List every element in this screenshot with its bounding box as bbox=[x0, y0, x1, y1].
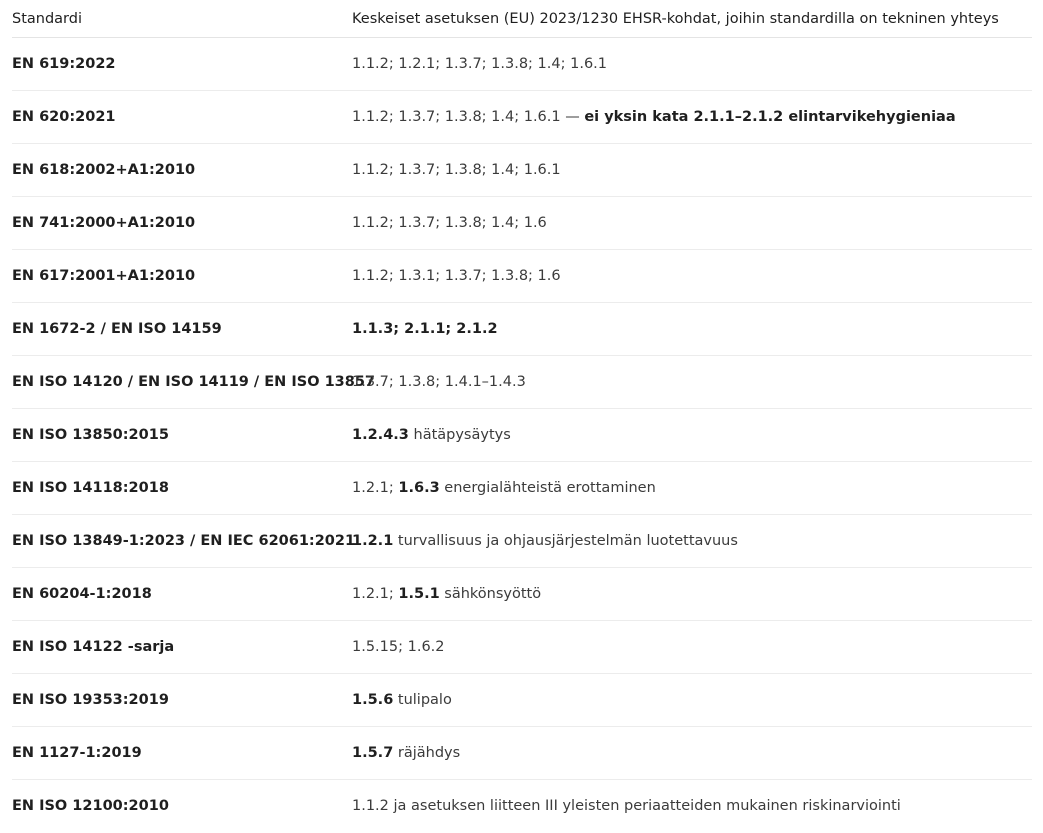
requirement-text-emphasis: 1.5.1 bbox=[398, 586, 440, 602]
requirement-text: 1.1.2; 1.3.7; 1.3.8; 1.4; 1.6.1 bbox=[352, 162, 561, 178]
requirements-cell bbox=[352, 568, 1032, 621]
table-row bbox=[12, 462, 1032, 515]
standard-cell: EN 619:2022 bbox=[12, 38, 352, 91]
requirements-cell bbox=[352, 462, 1032, 515]
table-row bbox=[12, 780, 1032, 833]
table-row bbox=[12, 91, 1032, 144]
table-row bbox=[12, 197, 1032, 250]
requirements-cell bbox=[352, 356, 1032, 409]
requirements-cell bbox=[352, 144, 1032, 197]
table-row bbox=[12, 250, 1032, 303]
table-row bbox=[12, 409, 1032, 462]
requirement-text-emphasis: ei yksin kata 2.1.1–2.1.2 elintarvikehygieniaa bbox=[584, 109, 956, 125]
requirements-cell bbox=[352, 409, 1032, 462]
requirement-text-emphasis: 1.1.3; 2.1.1; 2.1.2 bbox=[352, 321, 498, 337]
table-row bbox=[12, 356, 1032, 409]
requirement-text: 1.5.15; 1.6.2 bbox=[352, 639, 445, 655]
requirement-text: tulipalo bbox=[393, 692, 452, 708]
header-row bbox=[12, 0, 1032, 38]
requirement-text: hätäpysäytys bbox=[408, 427, 511, 443]
standard-cell: EN ISO 19353:2019 bbox=[12, 674, 352, 727]
standard-cell: EN ISO 14120 / EN ISO 14119 / EN ISO 13857 bbox=[12, 356, 352, 409]
requirement-text: 1.1.2; 1.3.7; 1.3.8; 1.4; 1.6 bbox=[352, 215, 547, 231]
requirement-text: räjähdys bbox=[393, 745, 461, 761]
standard-cell: EN ISO 14122 -sarja bbox=[12, 621, 352, 674]
standard-cell: EN 617:2001+A1:2010 bbox=[12, 250, 352, 303]
requirements-cell bbox=[352, 197, 1032, 250]
standard-cell: EN 741:2000+A1:2010 bbox=[12, 197, 352, 250]
table-header bbox=[12, 0, 1032, 38]
standard-cell: EN 1672-2 / EN ISO 14159 bbox=[12, 303, 352, 356]
requirement-text-emphasis: 1.2.1 bbox=[352, 533, 394, 549]
requirement-text: 1.3.7; 1.3.8; 1.4.1–1.4.3 bbox=[352, 374, 526, 390]
standard-cell: EN 620:2021 bbox=[12, 91, 352, 144]
standard-cell: EN 618:2002+A1:2010 bbox=[12, 144, 352, 197]
requirements-cell bbox=[352, 303, 1032, 356]
table-body bbox=[12, 38, 1032, 833]
standard-cell: EN 60204-1:2018 bbox=[12, 568, 352, 621]
table-row bbox=[12, 568, 1032, 621]
requirement-text-emphasis: 1.6.3 bbox=[398, 480, 440, 496]
table-row bbox=[12, 515, 1032, 568]
requirement-text: 1.1.2 ja asetuksen liitteen III yleisten periaatteiden mukainen riskinarviointi bbox=[352, 798, 901, 814]
table-row bbox=[12, 38, 1032, 91]
standard-cell: EN ISO 13850:2015 bbox=[12, 409, 352, 462]
requirements-cell bbox=[352, 38, 1032, 91]
requirement-text: sähkönsyöttö bbox=[439, 586, 542, 602]
requirements-cell bbox=[352, 780, 1032, 833]
requirement-text-emphasis: 1.5.6 bbox=[352, 692, 394, 708]
requirement-text: turvallisuus ja ohjausjärjestelmän luotettavuus bbox=[393, 533, 738, 549]
requirements-cell bbox=[352, 621, 1032, 674]
requirement-text-emphasis: 1.2.4.3 bbox=[352, 427, 409, 443]
column-header-standard: Standardi bbox=[12, 0, 352, 38]
requirements-cell bbox=[352, 91, 1032, 144]
standards-table-container bbox=[12, 0, 1032, 832]
requirements-cell bbox=[352, 250, 1032, 303]
table-row bbox=[12, 144, 1032, 197]
table-row bbox=[12, 621, 1032, 674]
requirement-text: 1.2.1; bbox=[352, 480, 399, 496]
requirement-text-emphasis: 1.5.7 bbox=[352, 745, 394, 761]
standard-cell: EN ISO 13849-1:2023 / EN IEC 62061:2021 bbox=[12, 515, 352, 568]
requirement-text: energialähteistä erottaminen bbox=[439, 480, 656, 496]
table-row bbox=[12, 303, 1032, 356]
requirement-text: 1.1.2; 1.3.1; 1.3.7; 1.3.8; 1.6 bbox=[352, 268, 561, 284]
requirements-cell bbox=[352, 515, 1032, 568]
standards-table bbox=[12, 0, 1032, 832]
standard-cell: EN 1127-1:2019 bbox=[12, 727, 352, 780]
requirements-cell bbox=[352, 727, 1032, 780]
requirement-text: 1.1.2; 1.2.1; 1.3.7; 1.3.8; 1.4; 1.6.1 bbox=[352, 56, 608, 72]
standard-cell: EN ISO 12100:2010 bbox=[12, 798, 169, 814]
table-row bbox=[12, 674, 1032, 727]
table-row bbox=[12, 727, 1032, 780]
requirements-cell bbox=[352, 674, 1032, 727]
column-header-requirements: Keskeiset asetuksen (EU) 2023/1230 EHSR-kohdat, joihin standardilla on tekninen yhteys bbox=[352, 0, 1032, 38]
requirement-text: 1.1.2; 1.3.7; 1.3.8; 1.4; 1.6.1 — bbox=[352, 109, 585, 125]
requirement-text: 1.2.1; bbox=[352, 586, 399, 602]
standard-cell: EN ISO 14118:2018 bbox=[12, 462, 352, 515]
